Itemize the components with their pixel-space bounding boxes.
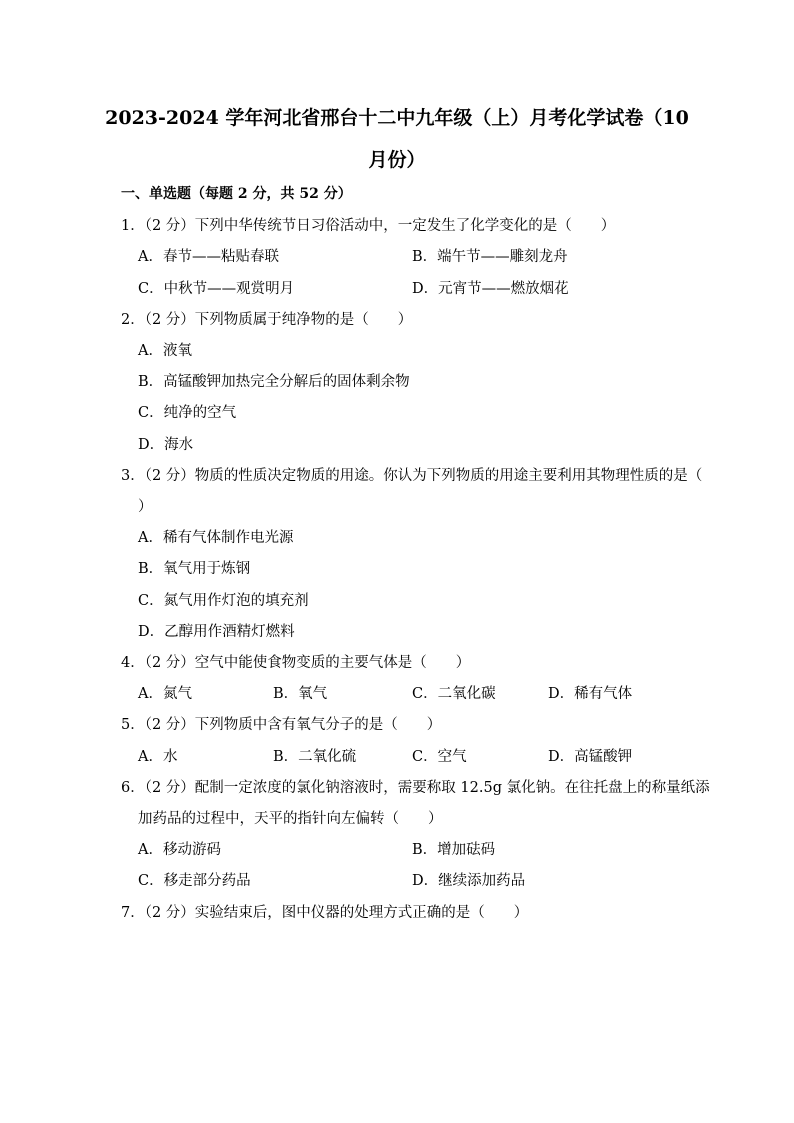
question-4-option-c: C．二氧化碳 [412, 686, 496, 702]
question-1-option-c: C．中秋节——观赏明月 [138, 281, 295, 297]
question-2-option-a: A．液氧 [138, 343, 192, 359]
question-2: 2．（2 分）下列物质属于纯净物的是（ ） [121, 312, 413, 328]
question-1-option-d: D．元宵节——燃放烟花 [412, 281, 569, 297]
question-5: 5．（2 分）下列物质中含有氧气分子的是（ ） [121, 717, 442, 733]
question-5-option-a: A．水 [138, 749, 178, 765]
question-6-option-a: A．移动游码 [138, 842, 221, 858]
question-3-continuation: ） [138, 499, 153, 515]
question-4-option-a: A．氮气 [138, 686, 192, 702]
question-6-continuation: 加药品的过程中，天平的指针向左偏转（ ） [138, 811, 443, 827]
question-1-option-a: A．春节——粘贴春联 [138, 249, 279, 265]
question-4: 4．（2 分）空气中能使食物变质的主要气体是（ ） [121, 655, 471, 671]
section-heading: 一、单选题（每题 2 分，共 52 分） [121, 186, 352, 202]
question-1: 1．（2 分）下列中华传统节日习俗活动中，一定发生了化学变化的是（ ） [121, 218, 616, 234]
question-4-option-d: D．稀有气体 [548, 686, 633, 702]
question-6: 6．（2 分）配制一定浓度的氯化钠溶液时，需要称取 12.5g 氯化钠。在往托盘上的称量纸添 [121, 780, 710, 796]
question-6-option-b: B．增加砝码 [412, 842, 496, 858]
question-6-option-d: D．继续添加药品 [412, 873, 526, 889]
exam-title-line-1: 2023-2024 学年河北省邢台十二中九年级（上）月考化学试卷（10 [105, 107, 689, 129]
question-5-option-b: B．二氧化硫 [273, 749, 357, 765]
question-5-option-c: C．空气 [412, 749, 467, 765]
question-2-option-b: B．高锰酸钾加热完全分解后的固体剩余物 [138, 374, 410, 390]
question-4-option-b: B．氧气 [273, 686, 328, 702]
question-3-option-b: B．氧气用于炼钢 [138, 561, 251, 577]
question-3: 3．（2 分）物质的性质决定物质的用途。你认为下列物质的用途主要利用其物理性质的是（ [121, 468, 703, 484]
question-2-option-d: D．海水 [138, 437, 194, 453]
question-1-option-b: B．端午节——雕刻龙舟 [412, 249, 568, 265]
question-6-option-c: C．移走部分药品 [138, 873, 251, 889]
question-2-option-c: C．纯净的空气 [138, 405, 237, 421]
question-3-option-a: A．稀有气体制作电光源 [138, 530, 294, 546]
question-5-option-d: D．高锰酸钾 [548, 749, 633, 765]
question-3-option-d: D．乙醇用作酒精灯燃料 [138, 624, 295, 640]
question-7: 7．（2 分）实验结束后，图中仪器的处理方式正确的是（ ） [121, 905, 529, 921]
exam-title-line-2: 月份） [368, 149, 426, 171]
question-3-option-c: C．氮气用作灯泡的填充剂 [138, 593, 309, 609]
